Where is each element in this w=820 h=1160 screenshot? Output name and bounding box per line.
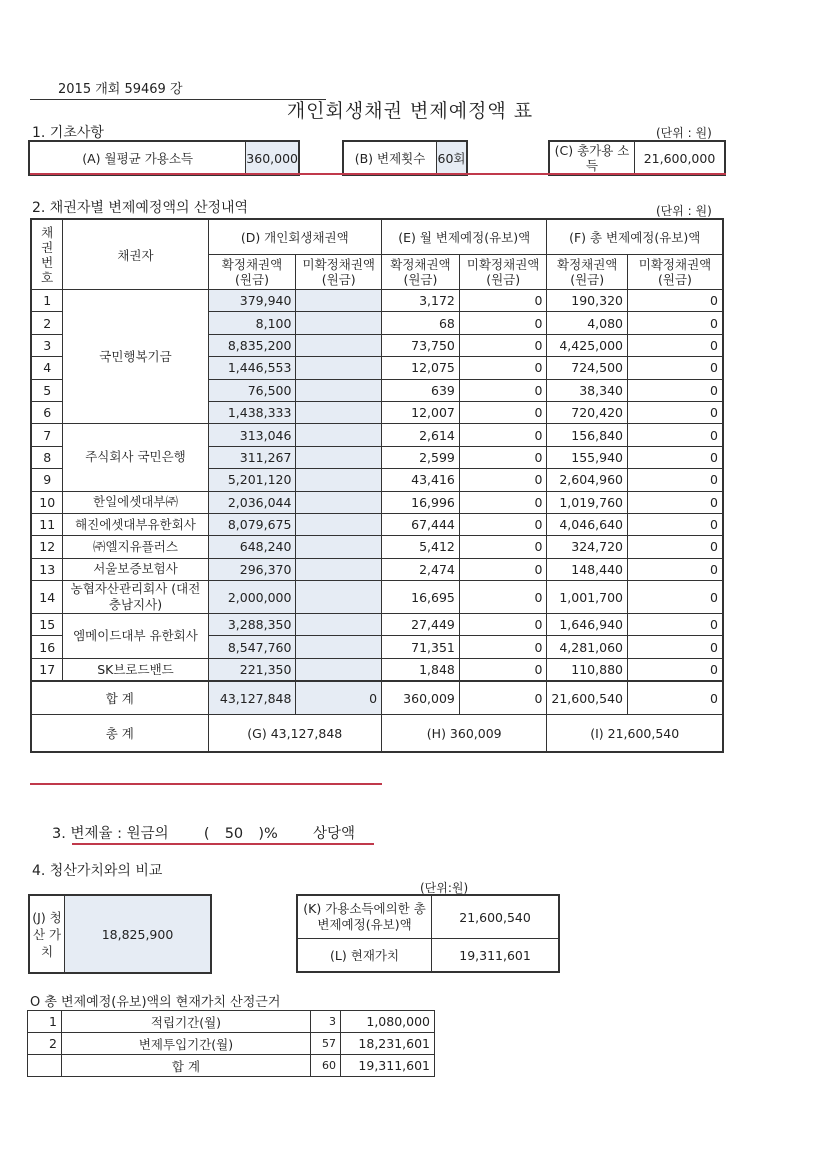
row-number: 17	[31, 658, 63, 681]
e-unconfirmed: 0	[459, 312, 547, 334]
table-row	[31, 424, 723, 446]
col-no-header: 채권 번호	[31, 219, 63, 290]
e-unconfirmed: 0	[459, 357, 547, 379]
f-confirmed: 155,940	[547, 446, 628, 468]
e-unconfirmed: 0	[459, 290, 547, 312]
j-label: (J) 청산 가치	[30, 896, 65, 972]
l-label: (L) 현재가치	[297, 939, 432, 973]
rate-prefix: 3. 변제율 : 원금의	[52, 826, 169, 842]
row-number: 1	[31, 290, 63, 312]
section2-unit: (단위 : 원)	[656, 204, 712, 218]
d-confirmed: 8,547,760	[208, 636, 296, 658]
d-unconfirmed	[296, 334, 382, 356]
present-value-table	[27, 1010, 435, 1077]
d-confirmed: 221,350	[208, 658, 296, 681]
f-unconfirmed: 0	[627, 446, 723, 468]
f-unconfirmed: 0	[627, 357, 723, 379]
d-unconfirmed	[296, 614, 382, 636]
total-h: (H) 360,009	[382, 715, 547, 753]
d-confirmed: 8,100	[208, 312, 296, 334]
d-unconfirmed	[296, 424, 382, 446]
section1-heading: 1. 기초사항	[32, 125, 104, 141]
row-number: 3	[31, 334, 63, 356]
e-confirmed-header: 확정채권액 (원금)	[382, 255, 460, 290]
e-unconfirmed: 0	[459, 469, 547, 491]
e-confirmed: 73,750	[382, 334, 460, 356]
liquidation-value-box	[28, 894, 212, 974]
col-f-header: (F) 총 변제예정(유보)액	[547, 219, 723, 255]
table-row	[31, 290, 723, 312]
d-confirmed: 2,036,044	[208, 491, 296, 513]
section5-heading: O 총 변제예정(유보)액의 현재가치 산정근거	[30, 995, 281, 1010]
total-g: (G) 43,127,848	[208, 715, 381, 753]
table-row	[31, 658, 723, 681]
row-number: 16	[31, 636, 63, 658]
f-unconfirmed: 0	[627, 614, 723, 636]
f-unconfirmed: 0	[627, 558, 723, 580]
c-label: (C) 총가용 소득	[550, 142, 635, 174]
f-confirmed: 4,281,060	[547, 636, 628, 658]
case-number: 2015 개회 59469 강	[30, 78, 326, 100]
f-unconfirmed: 0	[627, 312, 723, 334]
f-unconfirmed: 0	[627, 290, 723, 312]
subtotal-d2: 0	[296, 681, 382, 715]
section4-heading: 4. 청산가치와의 비교	[32, 863, 163, 879]
f-unconfirmed-header: 미확정채권액 (원금)	[627, 255, 723, 290]
d-confirmed: 379,940	[208, 290, 296, 312]
e-confirmed: 68	[382, 312, 460, 334]
e-confirmed: 2,599	[382, 446, 460, 468]
e-unconfirmed-header: 미확정채권액 (원금)	[459, 255, 547, 290]
rate-suffix: 상당액	[313, 826, 356, 842]
d-confirmed: 3,288,350	[208, 614, 296, 636]
e-confirmed: 5,412	[382, 536, 460, 558]
f-confirmed: 4,080	[547, 312, 628, 334]
f-unconfirmed: 0	[627, 658, 723, 681]
box-b	[342, 140, 468, 176]
d-unconfirmed	[296, 290, 382, 312]
row-number: 9	[31, 469, 63, 491]
a-value: 360,000	[246, 142, 298, 174]
d-unconfirmed	[296, 558, 382, 580]
d-unconfirmed	[296, 469, 382, 491]
e-confirmed: 43,416	[382, 469, 460, 491]
e-unconfirmed: 0	[459, 513, 547, 535]
e-unconfirmed: 0	[459, 536, 547, 558]
row-number: 15	[31, 614, 63, 636]
f-confirmed: 4,425,000	[547, 334, 628, 356]
table-row	[31, 513, 723, 535]
creditor-name: 해진에셋대부유한회사	[63, 513, 208, 535]
creditor-name: 한일에셋대부㈜	[63, 491, 208, 513]
f-confirmed: 148,440	[547, 558, 628, 580]
f-confirmed: 4,046,640	[547, 513, 628, 535]
e-unconfirmed: 0	[459, 334, 547, 356]
pv-amount: 1,080,000	[341, 1011, 435, 1033]
creditor-name: 엠메이드대부 유한회사	[63, 614, 208, 659]
f-confirmed: 1,646,940	[547, 614, 628, 636]
pv-row	[28, 1011, 435, 1033]
f-unconfirmed: 0	[627, 513, 723, 535]
f-confirmed: 156,840	[547, 424, 628, 446]
subtotal-f2: 0	[627, 681, 723, 715]
d-confirmed: 8,835,200	[208, 334, 296, 356]
d-confirmed: 313,046	[208, 424, 296, 446]
d-confirmed: 8,079,675	[208, 513, 296, 535]
f-confirmed: 1,001,700	[547, 581, 628, 614]
e-unconfirmed: 0	[459, 636, 547, 658]
d-unconfirmed	[296, 401, 382, 423]
l-value: 19,311,601	[432, 939, 559, 973]
pv-total-label: 합 계	[61, 1055, 310, 1077]
box-c	[548, 140, 726, 176]
creditor-table	[30, 218, 724, 753]
pv-months: 57	[311, 1033, 341, 1055]
underline-section1	[30, 173, 726, 175]
e-confirmed: 1,848	[382, 658, 460, 681]
creditor-name: 농협자산관리회사 (대전충남지사)	[63, 581, 208, 614]
d-confirmed: 1,438,333	[208, 401, 296, 423]
row-number: 14	[31, 581, 63, 614]
pv-total-amount: 19,311,601	[341, 1055, 435, 1077]
e-unconfirmed: 0	[459, 491, 547, 513]
e-confirmed: 639	[382, 379, 460, 401]
e-unconfirmed: 0	[459, 446, 547, 468]
pv-no: 2	[28, 1033, 62, 1055]
creditor-name: SK브로드밴드	[63, 658, 208, 681]
d-confirmed: 311,267	[208, 446, 296, 468]
col-e-header: (E) 월 변제예정(유보)액	[382, 219, 547, 255]
f-unconfirmed: 0	[627, 334, 723, 356]
rate-open: (	[203, 826, 210, 842]
total-i: (I) 21,600,540	[547, 715, 723, 753]
col-d-header: (D) 개인회생채권액	[208, 219, 381, 255]
total-label: 총 계	[31, 715, 208, 753]
f-confirmed: 324,720	[547, 536, 628, 558]
creditor-table-body	[31, 290, 723, 682]
d-unconfirmed	[296, 513, 382, 535]
box-a	[28, 140, 300, 176]
subtotal-e1: 360,009	[382, 681, 460, 715]
d-unconfirmed	[296, 312, 382, 334]
f-unconfirmed: 0	[627, 536, 723, 558]
page-title: 개인회생채권 변제예정액 표	[286, 100, 534, 122]
e-unconfirmed: 0	[459, 581, 547, 614]
pv-amount: 18,231,601	[341, 1033, 435, 1055]
j-value: 18,825,900	[65, 896, 210, 972]
underline-rate	[72, 843, 374, 845]
d-unconfirmed	[296, 491, 382, 513]
e-unconfirmed: 0	[459, 658, 547, 681]
f-confirmed: 1,019,760	[547, 491, 628, 513]
d-unconfirmed	[296, 658, 382, 681]
d-unconfirmed	[296, 536, 382, 558]
e-confirmed: 2,474	[382, 558, 460, 580]
row-number: 7	[31, 424, 63, 446]
e-confirmed: 2,614	[382, 424, 460, 446]
pv-total-months: 60	[311, 1055, 341, 1077]
table-row	[31, 536, 723, 558]
subtotal-d1: 43,127,848	[208, 681, 296, 715]
d-unconfirmed	[296, 446, 382, 468]
d-confirmed: 2,000,000	[208, 581, 296, 614]
creditor-name: ㈜엘지유플러스	[63, 536, 208, 558]
f-confirmed: 724,500	[547, 357, 628, 379]
d-confirmed: 76,500	[208, 379, 296, 401]
row-number: 6	[31, 401, 63, 423]
creditor-name: 서울보증보험사	[63, 558, 208, 580]
d-confirmed: 1,446,553	[208, 357, 296, 379]
d-unconfirmed	[296, 379, 382, 401]
e-confirmed: 27,449	[382, 614, 460, 636]
col-creditor-header: 채권자	[63, 219, 208, 290]
row-number: 12	[31, 536, 63, 558]
e-confirmed: 71,351	[382, 636, 460, 658]
rate-value: 50	[224, 826, 244, 842]
f-unconfirmed: 0	[627, 581, 723, 614]
f-confirmed: 2,604,960	[547, 469, 628, 491]
present-value-body	[28, 1011, 435, 1055]
d-unconfirmed	[296, 581, 382, 614]
e-unconfirmed: 0	[459, 424, 547, 446]
e-unconfirmed: 0	[459, 379, 547, 401]
e-confirmed: 12,007	[382, 401, 460, 423]
b-value: 60회	[437, 142, 466, 174]
e-unconfirmed: 0	[459, 614, 547, 636]
f-unconfirmed: 0	[627, 379, 723, 401]
e-confirmed: 3,172	[382, 290, 460, 312]
k-label: (K) 가용소득에의한 총변제예정(유보)액	[297, 895, 432, 939]
f-confirmed: 38,340	[547, 379, 628, 401]
k-value: 21,600,540	[432, 895, 559, 939]
d-unconfirmed	[296, 636, 382, 658]
repayment-rate	[52, 822, 355, 843]
f-confirmed: 720,420	[547, 401, 628, 423]
subtotal-e2: 0	[459, 681, 547, 715]
e-unconfirmed: 0	[459, 401, 547, 423]
d-confirmed: 296,370	[208, 558, 296, 580]
row-number: 10	[31, 491, 63, 513]
underline-total	[30, 783, 382, 785]
e-confirmed: 67,444	[382, 513, 460, 535]
creditor-name: 주식회사 국민은행	[63, 424, 208, 491]
d-confirmed: 648,240	[208, 536, 296, 558]
d-confirmed-header: 확정채권액 (원금)	[208, 255, 296, 290]
table-row	[31, 558, 723, 580]
pv-label: 적립기간(월)	[61, 1011, 310, 1033]
table-row	[31, 491, 723, 513]
row-number: 13	[31, 558, 63, 580]
row-number: 11	[31, 513, 63, 535]
e-confirmed: 16,695	[382, 581, 460, 614]
c-value: 21,600,000	[643, 150, 716, 166]
creditor-name: 국민행복기금	[63, 290, 208, 424]
d-confirmed: 5,201,120	[208, 469, 296, 491]
row-number: 2	[31, 312, 63, 334]
f-confirmed: 190,320	[547, 290, 628, 312]
d-unconfirmed	[296, 357, 382, 379]
pv-label: 변제투입기간(월)	[61, 1033, 310, 1055]
subtotal-f1: 21,600,540	[547, 681, 628, 715]
f-unconfirmed: 0	[627, 636, 723, 658]
pv-row	[28, 1033, 435, 1055]
a-label: (A) 월평균 가용소득	[30, 142, 246, 174]
f-confirmed: 110,880	[547, 658, 628, 681]
section1-unit: (단위 : 원)	[656, 126, 712, 140]
section2-heading: 2. 채권자별 변제예정액의 산정내역	[32, 200, 249, 216]
row-number: 4	[31, 357, 63, 379]
row-number: 5	[31, 379, 63, 401]
e-confirmed: 12,075	[382, 357, 460, 379]
subtotal-label: 합 계	[31, 681, 208, 715]
f-unconfirmed: 0	[627, 424, 723, 446]
f-unconfirmed: 0	[627, 469, 723, 491]
d-unconfirmed-header: 미확정채권액 (원금)	[296, 255, 382, 290]
b-label: (B) 변제횟수	[344, 142, 437, 174]
e-confirmed: 16,996	[382, 491, 460, 513]
e-unconfirmed: 0	[459, 558, 547, 580]
table-row	[31, 614, 723, 636]
comparison-table	[296, 894, 560, 973]
f-unconfirmed: 0	[627, 401, 723, 423]
f-unconfirmed: 0	[627, 491, 723, 513]
row-number: 8	[31, 446, 63, 468]
section4-unit: (단위:원)	[420, 881, 469, 895]
pv-months: 3	[311, 1011, 341, 1033]
rate-close: )%	[258, 826, 278, 842]
pv-no: 1	[28, 1011, 62, 1033]
table-row	[31, 581, 723, 614]
f-confirmed-header: 확정채권액 (원금)	[547, 255, 628, 290]
